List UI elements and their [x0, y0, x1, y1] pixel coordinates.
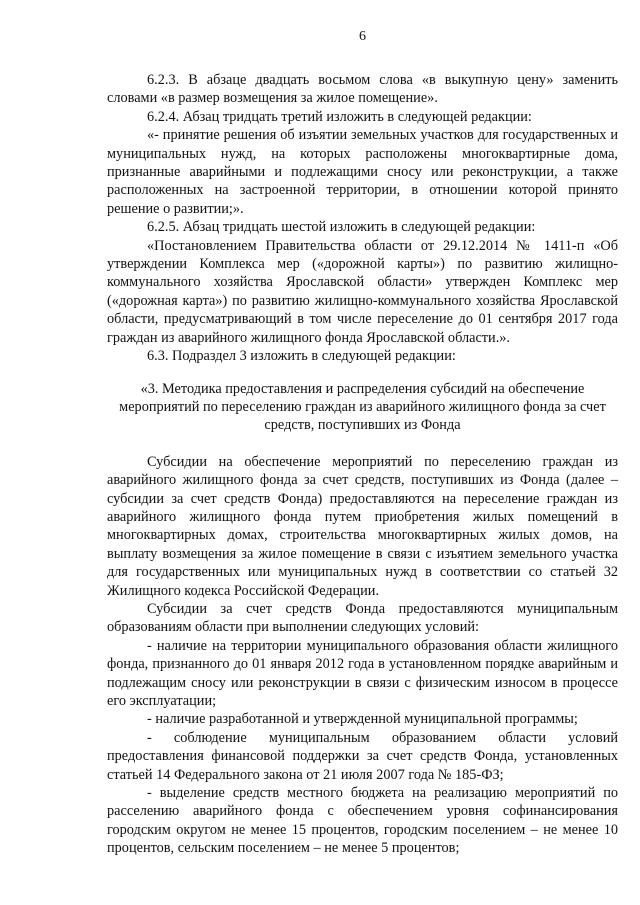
condition-item-municipal-program: - наличие разработанной и утвержденной муниципальной программы; — [147, 711, 578, 728]
paragraph-subsidies-purpose: Субсидии на обеспечение мероприятий по переселению граждан из аварийного жилищного фонда за счет средств, поступивших из Фонда (далее – субсидии за счет средств Фонда) предоставляются на переселение граждан из аварийного жилищного фонда путем приобретения жилых помещений в многоквартирных домах, строительства многоквартирных жилых домов, на выплату возмещения за жилое помещение в связи с изъятием земельного участка для государственных или муниципальных нужд в соответствии со статьей 32 Жилищного кодекса Российской Федерации. — [107, 453, 618, 599]
condition-item-fund-compliance: - соблюдение муниципальным образованием области условий предоставления финансовой поддержки за счет средств Фонда, установленных статьей 14 Федерального закона от 21 июля 2007 года № 185-ФЗ; — [107, 729, 618, 783]
paragraph-6-2-3: 6.2.3. В абзаце двадцать восьмом слова «в выкупную цену» заменить словами «в размер возмещения за жилое помещение». — [107, 72, 618, 107]
page-number: 6 — [359, 29, 366, 44]
paragraph-6-3: 6.3. Подраздел 3 изложить в следующей редакции: — [147, 348, 456, 365]
amendments-block — [107, 71, 618, 366]
paragraph-quote-land-seizure: «- принятие решения об изъятии земельных участков для государственных и муниципальных нужд, на которых расположены многоквартирные дома, признанные аварийными и подлежащими сносу или реконструкции, а также расположенных на застроенной территории, в отношении которой принято решение о развитии;». — [107, 127, 618, 217]
condition-item-cofinancing: - выделение средств местного бюджета на реализацию мероприятий по расселению аварийного фонда с обеспечением уровня софинансирования городским округом не менее 15 процентов, городским поселением – не менее 10 процентов, сельским поселением – не менее 5 процентов; — [107, 785, 618, 857]
paragraph-subsidies-conditions: Субсидии за счет средств Фонда предоставляются муниципальным образованиям области при выполнении следующих условий: — [107, 600, 618, 636]
subsidies-block — [107, 453, 618, 858]
paragraph-6-2-4: 6.2.4. Абзац тридцать третий изложить в следующей редакции: — [147, 108, 532, 125]
section-heading: «3. Методика предоставления и распределения субсидий на обеспечение мероприятий по переселению граждан из аварийного жилищного фонда за счет средств, поступивших из Фонда — [119, 380, 606, 434]
paragraph-quote-resolution: «Постановлением Правительства области от 29.12.2014 № 1411-п «Об утверждении Комплекса мер («дорожной карты») по развитию жилищно-коммунального хозяйства Ярославской области» утвержден Комплекс мер («дорожная карта») по развитию жилищно-коммунального хозяйства Ярославской области, предусматривающий в том числе переселение до 01 сентября 2017 года граждан из аварийного жилищного фонда Ярославской области.». — [107, 237, 618, 346]
condition-item-housing-stock: - наличие на территории муниципального образования области жилищного фонда, признанного до 01 января 2012 года в установленном порядке аварийным и подлежащим сносу или реконструкции в связи с физическим износом в процессе его эксплуатации; — [107, 637, 618, 709]
paragraph-6-2-5: 6.2.5. Абзац тридцать шестой изложить в следующей редакции: — [147, 219, 536, 236]
